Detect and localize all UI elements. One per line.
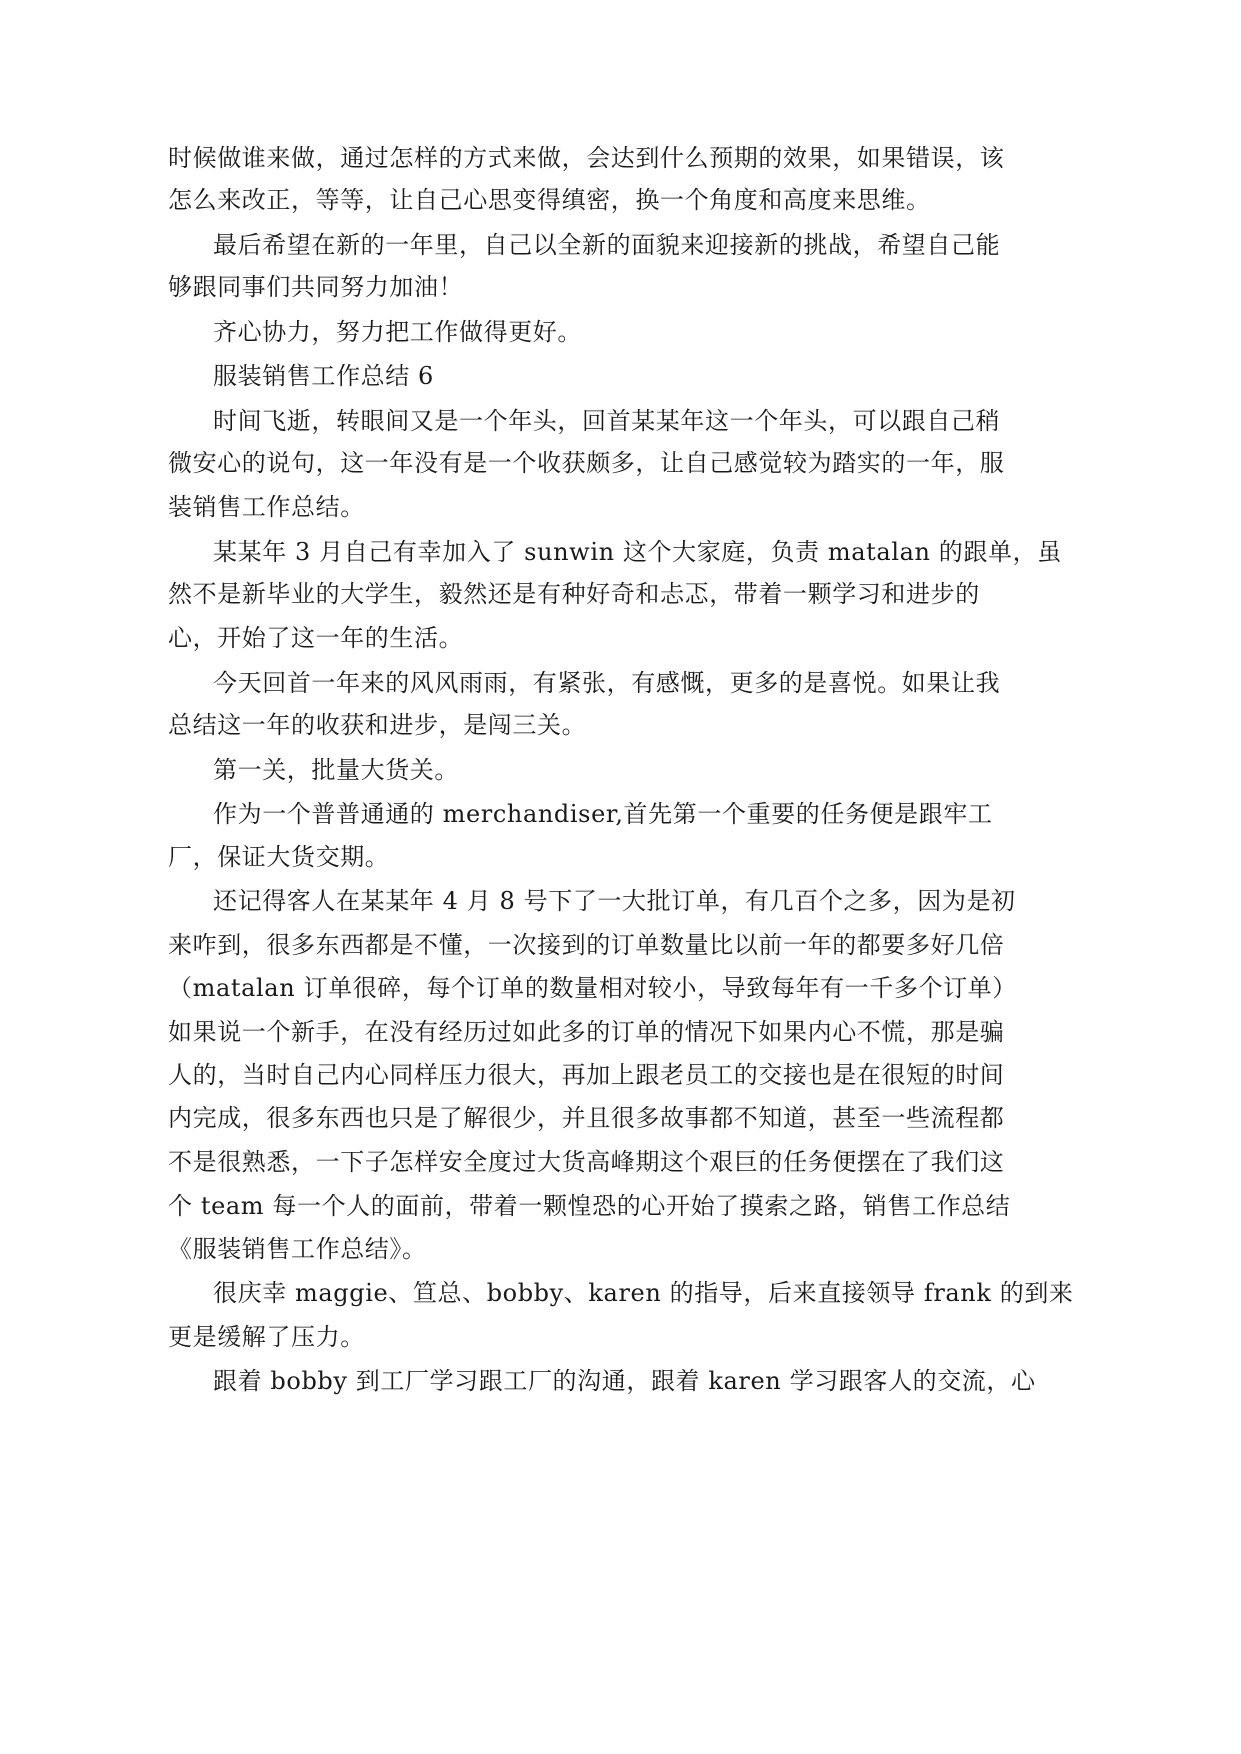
text-line: 装销售工作总结。: [168, 493, 365, 521]
text-line: 总结这一年的收获和进步，是闯三关。: [168, 711, 587, 739]
text-line: 第一关，批量大货关。: [213, 756, 459, 784]
text-line: 厂，保证大货交期。: [168, 843, 390, 871]
text-line: 《服装销售工作总结》。: [168, 1235, 427, 1263]
text-line: 然不是新毕业的大学生，毅然还是有种好奇和忐忑，带着一颗学习和进步的: [168, 580, 980, 608]
text-line: 个 team 每一个人的面前，带着一颗惶恐的心开始了摸索之路，销售工作总结: [168, 1192, 1011, 1220]
text-line: 时候做谁来做，通过怎样的方式来做，会达到什么预期的效果，如果错误，该: [168, 144, 1005, 172]
text-line: 更是缓解了压力。: [168, 1323, 365, 1351]
text-line: 够跟同事们共同努力加油！: [168, 273, 464, 301]
text-line: 心，开始了这一年的生活。: [168, 624, 464, 652]
text-line: 不是很熟悉，一下子怎样安全度过大货高峰期这个艰巨的任务便摆在了我们这: [168, 1148, 1005, 1176]
text-line: 还记得客人在某某年 4 月 8 号下了一大批订单，有几百个之多，因为是初: [213, 887, 1016, 915]
text-line: 如果说一个新手，在没有经历过如此多的订单的情况下如果内心不慌，那是骗: [168, 1018, 1005, 1046]
text-line: 内完成，很多东西也只是了解很少，并且很多故事都不知道，甚至一些流程都: [168, 1104, 1005, 1132]
text-line: 跟着 bobby 到工厂学习跟工厂的沟通，跟着 karen 学习跟客人的交流，心: [213, 1367, 1036, 1395]
text-line: 齐心协力，努力把工作做得更好。: [213, 318, 582, 346]
text-line: 最后希望在新的一年里，自己以全新的面貌来迎接新的挑战，希望自己能: [213, 231, 1001, 259]
text-line: 微安心的说句，这一年没有是一个收获颇多，让自己感觉较为踏实的一年，服: [168, 449, 1005, 477]
text-line: （matalan 订单很碎，每个订单的数量相对较小，导致每年有一千多个订单）: [168, 974, 1017, 1002]
text-line: 某某年 3 月自己有幸加入了 sunwin 这个大家庭，负责 matalan 的跟单，虽: [213, 538, 1062, 566]
text-line: 时间飞逝，转眼间又是一个年头，回首某某年这一个年头，可以跟自己稍: [213, 407, 1001, 435]
text-line: 来咋到，很多东西都是不懂，一次接到的订单数量比以前一年的都要多好几倍: [168, 931, 1005, 959]
text-line: 作为一个普普通通的 merchandiser,首先第一个重要的任务便是跟牢工: [213, 800, 993, 828]
text-line: 今天回首一年来的风风雨雨，有紧张，有感慨，更多的是喜悦。如果让我: [213, 669, 1001, 697]
text-line: 很庆幸 maggie、笪总、bobby、karen 的指导，后来直接领导 frank 的到来: [213, 1279, 1074, 1307]
section-heading: 服装销售工作总结 6: [213, 362, 434, 390]
text-line: 怎么来改正，等等，让自己心思变得缜密，换一个角度和高度来思维。: [168, 186, 931, 214]
text-line: 人的，当时自己内心同样压力很大，再加上跟老员工的交接也是在很短的时间: [168, 1061, 1005, 1089]
